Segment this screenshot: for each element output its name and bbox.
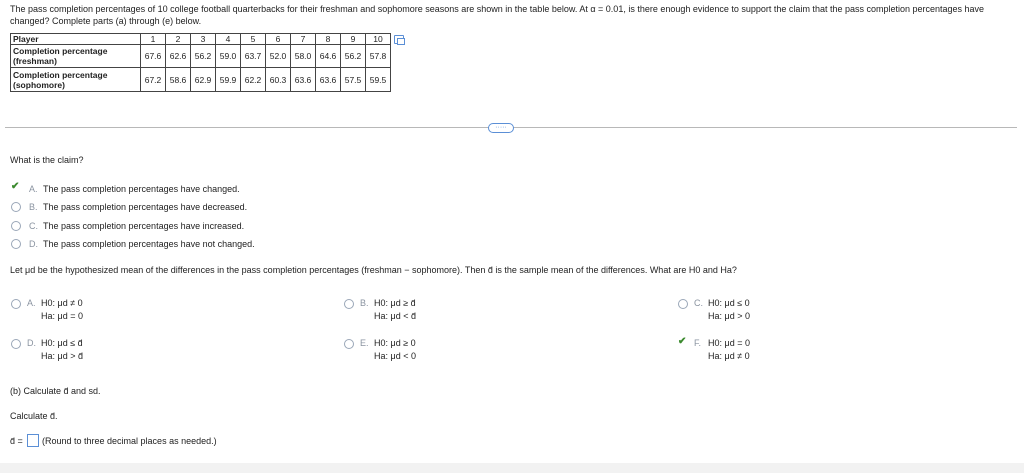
table-cell: 63.6 <box>316 68 341 92</box>
row-label: Completion percentage (freshman) <box>11 45 141 68</box>
option-text: The pass completion percentages have increased. <box>43 221 245 231</box>
bottom-bar <box>0 463 1024 473</box>
option-letter: B. <box>29 202 38 212</box>
answer-prefix: d̄ = <box>10 436 23 446</box>
h0-text: H0: μd ≠ 0 <box>41 298 83 308</box>
problem-intro: The pass completion percentages of 10 college football quarterbacks for their freshman and sophomore seasons are shown in the table below. At α = 0.01, is there enough evidence to support the claim that the pass completion percentages have changed? Complete parts (a) through (e) below. <box>10 4 985 26</box>
option-letter: D. <box>29 239 38 249</box>
ha-text: Ha: μd > 0 <box>708 311 750 321</box>
ha-text: Ha: μd > d̄ <box>41 351 83 361</box>
table-row-freshman <box>11 45 391 68</box>
radio-button[interactable] <box>678 299 688 309</box>
h0-text: H0: μd ≥ d̄ <box>374 298 416 308</box>
table-cell: 59.0 <box>216 45 241 68</box>
table-cell: 62.9 <box>191 68 216 92</box>
h0-text: H0: μd ≥ 0 <box>374 338 416 348</box>
table-cell: 67.6 <box>141 45 166 68</box>
claim-option-a[interactable] <box>11 183 311 195</box>
table-cell: 1 <box>141 34 166 45</box>
table-cell: 57.5 <box>341 68 366 92</box>
row-label: Completion percentage (sophomore) <box>11 68 141 92</box>
option-text: The pass completion percentages have changed. <box>43 184 240 194</box>
hypothesis-question: Let μd be the hypothesized mean of the differences in the pass completion percentages (freshman − sophomore). Then d̄ is the sample mean of the differences. What are H0 and Ha? <box>10 265 737 275</box>
data-table <box>10 33 391 92</box>
table-cell: 62.6 <box>166 45 191 68</box>
table-cell: 52.0 <box>266 45 291 68</box>
hyp-option-f[interactable] <box>678 336 878 364</box>
table-cell: 60.3 <box>266 68 291 92</box>
option-text: The pass completion percentages have not changed. <box>43 239 255 249</box>
option-letter: A. <box>29 184 38 194</box>
h0-text: H0: μd ≤ 0 <box>708 298 750 308</box>
table-cell: 4 <box>216 34 241 45</box>
copy-table-icon[interactable] <box>394 35 404 44</box>
table-cell: 6 <box>266 34 291 45</box>
hyp-option-c[interactable] <box>678 296 878 324</box>
checkmark-icon: ✔ <box>11 181 20 192</box>
option-letter: E. <box>360 338 369 348</box>
table-header-label: Player <box>11 34 141 45</box>
table-cell: 2 <box>166 34 191 45</box>
table-cell: 59.5 <box>366 68 391 92</box>
claim-question: What is the claim? <box>10 155 84 165</box>
table-cell: 57.8 <box>366 45 391 68</box>
ha-text: Ha: μd < 0 <box>374 351 416 361</box>
claim-option-d[interactable] <box>11 238 311 250</box>
checkmark-icon: ✔ <box>678 336 687 347</box>
table-cell: 67.2 <box>141 68 166 92</box>
table-cell: 59.9 <box>216 68 241 92</box>
table-cell: 5 <box>241 34 266 45</box>
expand-more-button[interactable]: ····· <box>488 123 514 133</box>
claim-option-c[interactable] <box>11 220 311 232</box>
hyp-option-b[interactable] <box>344 296 544 324</box>
option-letter: C. <box>694 298 703 308</box>
h0-text: H0: μd = 0 <box>708 338 750 348</box>
table-cell: 7 <box>291 34 316 45</box>
radio-button[interactable] <box>11 239 21 249</box>
option-letter: C. <box>29 221 38 231</box>
ha-text: Ha: μd < d̄ <box>374 311 416 321</box>
h0-text: H0: μd ≤ d̄ <box>41 338 83 348</box>
table-cell: 58.0 <box>291 45 316 68</box>
answer-hint: (Round to three decimal places as needed.) <box>42 436 217 446</box>
hyp-option-e[interactable] <box>344 336 544 364</box>
option-letter: B. <box>360 298 369 308</box>
option-letter: A. <box>27 298 36 308</box>
table-cell: 8 <box>316 34 341 45</box>
option-letter: F. <box>694 338 702 348</box>
table-cell: 3 <box>191 34 216 45</box>
radio-button[interactable] <box>344 339 354 349</box>
option-letter: D. <box>27 338 36 348</box>
hyp-option-a[interactable] <box>11 296 211 324</box>
table-cell: 56.2 <box>341 45 366 68</box>
radio-button[interactable] <box>11 202 21 212</box>
ha-text: Ha: μd ≠ 0 <box>708 351 750 361</box>
table-row-sophomore <box>11 68 391 92</box>
claim-option-b[interactable] <box>11 201 311 213</box>
radio-button[interactable] <box>11 221 21 231</box>
hyp-option-d[interactable] <box>11 336 211 364</box>
table-cell: 62.2 <box>241 68 266 92</box>
part-b-heading: (b) Calculate d̄ and sd. <box>10 386 101 396</box>
table-cell: 63.7 <box>241 45 266 68</box>
table-header-row <box>11 34 391 45</box>
radio-button[interactable] <box>11 339 21 349</box>
table-cell: 56.2 <box>191 45 216 68</box>
table-cell: 63.6 <box>291 68 316 92</box>
table-cell: 64.6 <box>316 45 341 68</box>
table-cell: 58.6 <box>166 68 191 92</box>
radio-button[interactable] <box>11 299 21 309</box>
radio-button[interactable] <box>344 299 354 309</box>
ha-text: Ha: μd = 0 <box>41 311 83 321</box>
calculate-label: Calculate d̄. <box>10 411 58 421</box>
table-cell: 10 <box>366 34 391 45</box>
table-cell: 9 <box>341 34 366 45</box>
option-text: The pass completion percentages have decreased. <box>43 202 248 212</box>
answer-input[interactable] <box>27 434 39 447</box>
